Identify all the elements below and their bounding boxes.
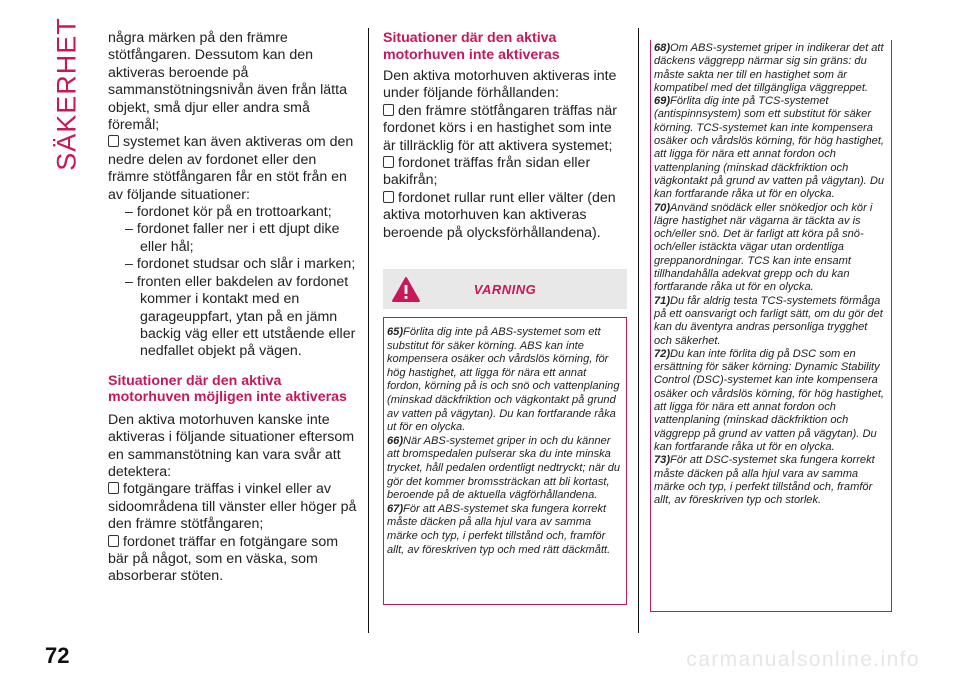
warning-note: 70)Använd snödäck eller snökedjor och kör i lägre hastighet när vägarna är täckta av is och/eller snö. Det är farligt att köra på snö- och/eller istäckta vägar utan ordentliga greppanordningar. TCS kan inte ensamt tillhandahålla adekvat grepp och du kan fortfarande råka ut för en olycka. <box>654 201 873 294</box>
column-divider-left <box>368 28 369 633</box>
list-item: fotgängare träffas i vinkel eller av sidoområdena till vänster eller höger på den främre stötfångaren; <box>108 481 357 533</box>
list-item: fordonet träffas från sidan eller bakifrån; <box>383 155 591 189</box>
paragraph: Den aktiva motorhuven aktiveras inte under följande förhållanden: <box>383 68 617 102</box>
warning-notes-a <box>383 317 627 605</box>
warning-note: 73)För att DSC-systemet ska fungera korrekt måste däcken på alla hjul vara av samma märke och typ, i perfekt tillstånd och, framför allt, av föreskriven typ och storlek. <box>654 454 875 507</box>
list-item: systemet kan även aktiveras om den nedre delen av fordonet eller den främre stötfångaren får en stöt från en av följande situationer: <box>108 134 354 203</box>
warning-box <box>383 269 627 605</box>
checkbox-bullet-icon <box>383 191 394 203</box>
section-heading: Situationer där den aktiva motorhuven inte aktiveras <box>383 30 560 63</box>
warning-note: 69)Förlita dig inte på TCS-systemet (antispinnsystem) som ett substitut för säker körning. TCS-systemet kan inte kompensera osäker och vårdslös körning, för hög hastighet, att ligga för nära ett annat fordon och vattenplaning (minskad däckfriktion och vägkontakt på grund av vatten på vägytan). Du kan fortfarande råka ut för en olycka. <box>654 95 885 201</box>
list-item: fordonet träffar en fotgängare som bär på något, som en väska, som absorberar stöten. <box>108 533 339 585</box>
section-heading: Situationer där den aktiva motorhuven möjligen inte aktiveras <box>108 372 347 406</box>
list-item: den främre stötfångaren träffas när fordonet körs i en hastighet som inte är tillräcklig för att aktivera systemet; <box>383 102 617 154</box>
section-tab: SÄKERHET <box>51 17 82 171</box>
warning-header <box>383 269 627 309</box>
checkbox-bullet-icon <box>383 156 394 168</box>
column-middle <box>383 30 628 242</box>
intro-text: några märken på den främre stötfångaren. Dessutom kan den aktiveras beroende på sammanstötningsnivån även från lätta objekt, små djur eller andra små föremål; <box>108 30 347 134</box>
column-left <box>108 30 358 586</box>
checkbox-bullet-icon <box>108 135 119 147</box>
warning-note: 66)När ABS-systemet griper in och du känner att bromspedalen pulserar ska du inte minska trycket, håll pedalen ordentligt nedtryckt; när du gör det kommer bromssträckan att bli kortast, beroende på de aktuella vägförhållandena. <box>387 434 621 502</box>
warning-note: 65)Förlita dig inte på ABS-systemet som ett substitut för säker körning. ABS kan inte kompensera osäker och vårdslös körning, för hög hastighet, att ligga för nära ett annat fordon, körning på is och snö och vattenplaning (minskad däckfriktion och vägkontakt på grund av vatten på vägytan). Du kan fortfarande råka ut för en olycka. <box>387 326 620 434</box>
warning-notes-b <box>650 40 892 612</box>
paragraph: Den aktiva motorhuven kanske inte aktiveras i följande situationer eftersom en sammanstötning kan vara svår att detektera: <box>108 411 355 480</box>
page-number: 72 <box>45 643 70 668</box>
warning-note: 68)Om ABS-systemet griper in indikerar det att däckens väggrepp närmar sig sin gräns: du måste sakta ner till en hastighet som är kompatibel med det tillgängliga väggreppet. <box>654 42 884 94</box>
list-item: fordonet rullar runt eller välter (den aktiva motorhuven kan aktiveras beroende på olycksförhållandena). <box>383 189 616 241</box>
warning-title: VARNING <box>473 282 537 297</box>
column-divider-right <box>638 28 639 633</box>
checkbox-bullet-icon <box>108 535 119 547</box>
warning-note: 72)Du kan inte förlita dig på DSC som en ersättning för säker körning: Dynamic Stability Control (DSC)-systemet kan inte kompensera osäker och vårdslös körning, för hög hastighet, att ligga för nära ett annat fordon och vattenplaning (minskad däckfriktion och väggrepp på grund av vatten på vägytan). Du kan fortfarande råka ut för en olycka. <box>654 347 885 453</box>
dash-item: – fordonet kör på en trottoarkant; <box>125 204 332 221</box>
checkbox-bullet-icon <box>108 482 119 494</box>
watermark: carmanualsonline.info <box>686 648 920 671</box>
checkbox-bullet-icon <box>383 104 394 116</box>
dash-item: – fronten eller bakdelen av fordonet kommer i kontakt med en garageuppfart, ytan på en jämn backig väg eller ett utstående eller nedfallet objekt på vägen. <box>125 273 356 360</box>
dash-item: – fordonet faller ner i ett djupt dike eller hål; <box>125 221 340 255</box>
warning-note: 67)För att ABS-systemet ska fungera korrekt måste däcken på alla hjul vara av samma märke och typ, i perfekt tillstånd och, framför allt, av föreskriven typ och med rätt däckmått. <box>387 502 611 556</box>
warning-note: 71)Du får aldrig testa TCS-systemets förmåga på ett oansvarigt och farligt sätt, om du gör det kan du äventyra andras personliga trygghet och säkerhet. <box>654 294 883 347</box>
dash-item: – fordonet studsar och slår i marken; <box>125 256 356 273</box>
